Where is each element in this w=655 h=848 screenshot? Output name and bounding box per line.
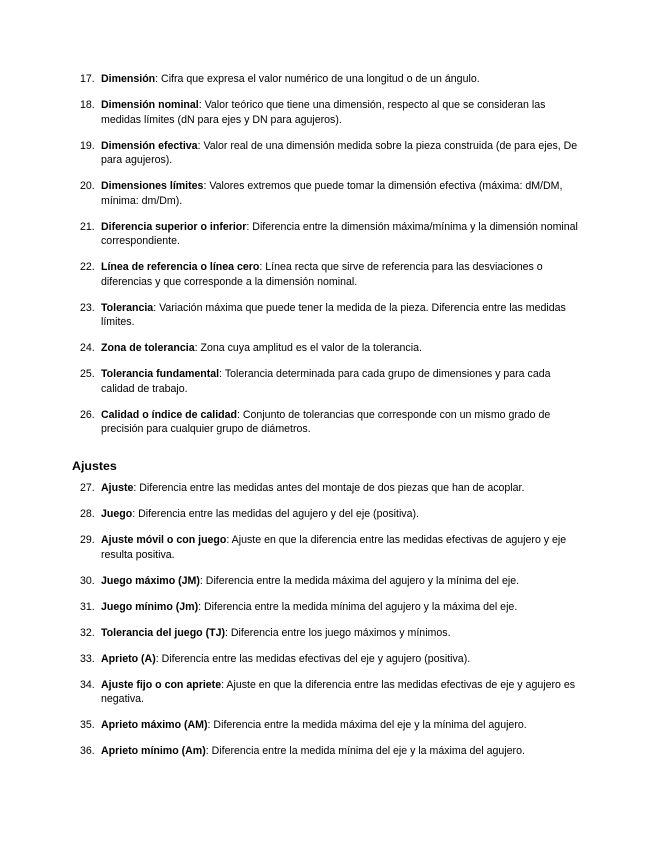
definition-item [0,678,655,707]
definition-item [0,744,655,759]
definition-text: : Ajuste en que la diferencia entre las medidas efectivas de agujero y eje resulta positiva. [101,534,567,561]
definition-term: Tolerancia [101,301,154,314]
definition-item [0,600,655,615]
definition-text: : Diferencia entre la dimensión máxima/mínima y la dimensión nominal correspondiente. [101,220,578,247]
item-number: 23. [80,301,95,314]
item-number: 30. [80,574,95,587]
definition-item [0,574,655,589]
definition-item [0,626,655,641]
definition-text: : Diferencia entre la medida mínima del eje y la máxima del agujero. [205,745,525,757]
definition-text: : Diferencia entre las medidas efectivas del eje y agujero (positiva). [155,652,471,665]
definition-text: : Variación máxima que puede tener la medida de la pieza. Diferencia entre las medidas límites. [101,301,566,328]
definition-term: Juego mínimo (Jm) [101,600,199,613]
definition-text: : Diferencia entre los juego máximos y mínimos. [225,626,451,639]
definition-item [0,718,655,733]
definition-item [0,507,655,522]
item-number: 34. [80,678,95,691]
definition-term: Dimensión nominal [101,99,199,111]
section-heading-ajustes: Ajustes [72,459,117,473]
definitions-list [0,72,655,448]
item-number: 32. [80,626,95,639]
definition-term: Juego [101,508,133,520]
definition-term: Zona de tolerancia [101,342,195,354]
item-number: 21. [80,220,95,233]
item-number: 22. [80,261,95,273]
definition-term: Dimensiones límites [101,180,204,192]
item-number: 26. [80,408,95,421]
item-number: 35. [80,719,95,731]
definition-term: Aprieto mínimo (Am) [101,745,206,757]
item-number: 24. [80,342,95,354]
item-number: 33. [80,652,95,665]
definition-item [0,139,655,168]
definition-item [0,179,655,208]
definition-term: Diferencia superior o inferior [101,220,247,233]
item-number: 18. [80,99,95,111]
item-number: 25. [80,368,95,380]
definition-text: : Ajuste en que la diferencia entre las medidas efectivas de eje y agujero es negativa. [101,678,576,705]
definition-term: Ajuste móvil o con juego [101,534,227,546]
definition-text: : Diferencia entre la medida máxima del agujero y la mínima del eje. [199,574,520,587]
definition-item [0,220,655,249]
definition-text: : Valores extremos que puede tomar la dimensión efectiva (máxima: dM/DM, mínima: dm/Dm). [101,180,563,207]
item-number: 36. [80,745,95,757]
definition-item [0,652,655,667]
definition-term: Dimensión [101,73,156,85]
definition-item [0,481,655,496]
definition-item [0,260,655,289]
definition-term: Aprieto máximo (AM) [101,719,208,731]
definition-term: Calidad o índice de calidad [101,408,237,421]
definition-item [0,301,655,330]
item-number: 20. [80,180,95,192]
definition-text: : Valor real de una dimensión medida sobre la pieza construida (de para ejes, De para agujeros). [101,139,578,166]
definition-item [0,408,655,437]
definition-term: Ajuste fijo o con apriete [101,678,222,691]
definition-text: : Diferencia entre la medida mínima del agujero y la máxima del eje. [198,600,518,613]
definition-text: : Tolerancia determinada para cada grupo de dimensiones y para cada calidad de trabajo. [101,368,551,395]
definition-term: Dimensión efectiva [101,139,198,152]
definition-text: : Cifra que expresa el valor numérico de una longitud o de un ángulo. [155,73,480,85]
definition-text: : Conjunto de tolerancias que corresponde con un mismo grado de precisión para cualquier grupo de diámetros. [101,408,551,435]
definition-term: Línea de referencia o línea cero [101,261,260,273]
item-number: 19. [80,139,95,152]
definition-item [0,341,655,356]
item-number: 28. [80,508,95,520]
definition-text: : Zona cuya amplitud es el valor de la tolerancia. [194,342,422,354]
definition-item [0,533,655,562]
definition-item [0,72,655,87]
definition-term: Tolerancia fundamental [101,368,220,380]
definition-term: Tolerancia del juego (TJ) [101,626,226,639]
definition-text: : Diferencia entre las medidas antes del montaje de dos piezas que han de acoplar. [133,482,525,494]
definition-item [0,98,655,127]
definition-term: Juego máximo (JM) [101,574,200,587]
item-number: 27. [80,482,95,494]
definition-text: : Valor teórico que tiene una dimensión, respecto al que se consideran las medidas límites (dN para ejes y DN para agujeros). [101,99,546,126]
definition-text: : Línea recta que sirve de referencia para las desviaciones o diferencias y que corresponde a la dimensión nominal. [101,261,543,288]
definition-item [0,367,655,396]
definition-term: Aprieto (A) [101,652,156,665]
definitions-list-ajustes [0,481,655,770]
item-number: 31. [80,600,95,613]
definition-text: : Diferencia entre las medidas del agujero y del eje (positiva). [132,508,419,520]
definition-text: : Diferencia entre la medida máxima del eje y la mínima del agujero. [207,719,527,731]
definition-term: Ajuste [101,482,134,494]
item-number: 29. [80,534,95,546]
item-number: 17. [80,73,95,85]
